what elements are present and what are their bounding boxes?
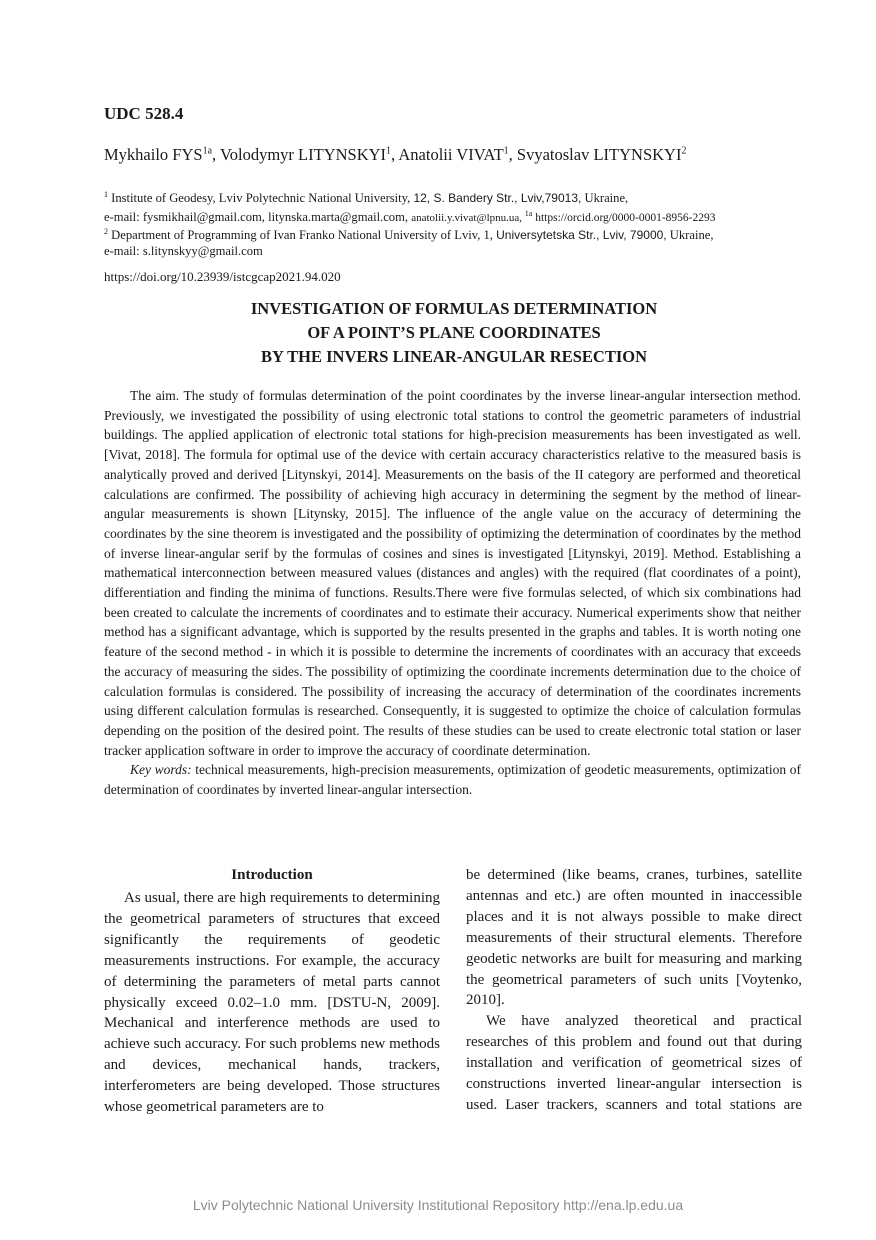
udc-code: UDC 528.4 (104, 104, 184, 123)
section-heading-introduction: Introduction (231, 867, 313, 883)
abstract-text: The aim. The study of formulas determination of the point coordinates by the inverse linear-angular intersection method. Previously, we investigated the possibility of using electronic total stations to control the geometric parameters of industrial buildings. The applied application of electronic total stations for high-precision measurements has been investigated as well. [Vivat, 2018]. The formula for optimal use of the device with certain accuracy characteristics relative to the measured basis is analytically proved and derived [Litynskyi, 2014]. Measurements on the basis of the II category are performed and theoretical calculations are confirmed. The possibility of achieving high accuracy in determining the segment by the method of linear-angular measurements is shown [Litynsky, 2015]. The influence of the angle value on the accuracy of determining the coordinates by the sine theorem is investigated and the possibility of optimizing the determination of coordinates by the method of inverse linear-angular serif by the formulas of cosines and sines is investigated [Litynskyi, 2019]. Method. Establishing a mathematical interconnection between measured values (distances and angles) with the required (flat coordinates of a point), differentiation and finding the minima of functions. Results.There were five formulas selected, of which six combinations had been created to calculate the increments of coordinates and to estimate their accuracy. Numerical experiments show that neither method has a significant advantage, which is supported by the results presented in the graphs and tables. It is worth noting one feature of the second method - in which it is possible to determine the increments of coordinates with an accuracy that exceeds the accuracy of measuring the sides. The possibility of optimizing the coordinate increments determination due to the choice of calculation formulas is considered. The possibility of increasing the accuracy of determination of the coordinates increments using different calculation formulas is researched. Consequently, it is suggested to optimize the choice of calculation formulas depending on the position of the desired point. The results of these studies can be used to create electronic total station or laser tracker application software in order to improve the accuracy of coordinate determination. (104, 388, 801, 758)
author-affiliation-mark: 1 (386, 145, 392, 157)
abstract (104, 386, 801, 800)
author-list (104, 145, 686, 165)
author-name: Svyatoslav LITYNSKYI (516, 145, 682, 164)
intro-paragraph-1: As usual, there are high requirements to determining the geometrical parameters of structures that exceed significantly the requirements of geodetic measurements instructions. For example, the accuracy of determining the parameters of metal parts cannot physically exceed 0.02–1.0 mm. [DSTU-N, 2009]. Mechanical and interference methods are used to achieve such accuracy. For such problems new methods and devices, mechanical hands, trackers, interferometers are being developed. Those structures whose geometrical parameters are to (104, 890, 440, 1116)
affiliation-address: 12, S. Bandery Str., Lviv,79013, (413, 191, 582, 206)
left-column (104, 865, 440, 1118)
email-label: e-mail: (104, 210, 143, 225)
affiliation-address: Universytetska Str., Lviv, 79000, (496, 228, 667, 243)
keywords-list: technical measurements, high-precision measurements, optimization of geodetic measurements, optimization of determination of coordinates by inverted linear-angular intersection. (104, 762, 801, 798)
keywords (104, 760, 801, 799)
affiliation-mark: 1 (104, 190, 108, 199)
repository-footer: Lviv Polytechnic National University Institutional Repository http://ena.lp.edu.ua (192, 1197, 684, 1213)
affiliation-2 (104, 223, 714, 244)
author-affiliation-mark: 1a (202, 145, 213, 157)
affiliation-institution: Department of Programming of Ivan Franko National University of Lviv, 1, (108, 228, 497, 243)
intro-paragraph-1-continued: be determined (like beams, cranes, turbines, satellite antennas and etc.) are often mounted in inaccessible places and it is not always possible to make direct measurements of their structural elements. Therefore geodetic networks are built for measuring and marking the geometrical parameters of such units [Voytenko, 2010]. (466, 867, 802, 1009)
author-name: Volodymyr LITYNSKYI (219, 145, 387, 164)
title-line-3: BY THE INVERS LINEAR-ANGULAR RESECTION (261, 347, 647, 366)
orcid-mark: 1a (524, 209, 533, 218)
affiliation-mark: 2 (104, 227, 108, 236)
affiliation-2-email[interactable]: e-mail: s.litynskyy@gmail.com (104, 244, 263, 258)
author-name: Anatolii VIVAT (398, 145, 504, 164)
paper-title (104, 297, 804, 369)
author-name: Mykhailo FYS (104, 145, 203, 164)
affiliation-1 (104, 186, 628, 207)
title-line-1: INVESTIGATION OF FORMULAS DETERMINATION (250, 299, 658, 318)
title-line-2: OF A POINT’S PLANE COORDINATES (307, 323, 601, 342)
author-separator: , (508, 145, 517, 164)
affiliation-country: Ukraine, (666, 228, 714, 243)
keywords-label: Key words: (130, 762, 192, 778)
author-affiliation-mark: 1 (503, 145, 509, 157)
doi-link[interactable]: https://doi.org/10.23939/istcgcap2021.94.020 (104, 269, 341, 284)
email-links[interactable]: fysmikhail@gmail.com, litynska.marta@gmail.com, (142, 210, 412, 225)
orcid-link[interactable]: https://orcid.org/0000-0001-8956-2293 (532, 212, 716, 225)
affiliation-institution: Institute of Geodesy, Lviv Polytechnic National University, (108, 191, 414, 206)
intro-paragraph-2: We have analyzed theoretical and practical researches of this problem and found out that during installation and verification of geometrical sizes of constructions inverted linear-angular intersection is used. Laser trackers, scanners and total stations are (466, 1013, 802, 1113)
affiliation-country: Ukraine, (581, 191, 629, 206)
right-column (466, 865, 802, 1116)
author-separator: , (212, 145, 220, 164)
author-affiliation-mark: 2 (681, 145, 687, 157)
author-separator: , (391, 145, 399, 164)
email-link-small[interactable]: anatolii.y.vivat@lpnu.ua, (411, 212, 525, 225)
